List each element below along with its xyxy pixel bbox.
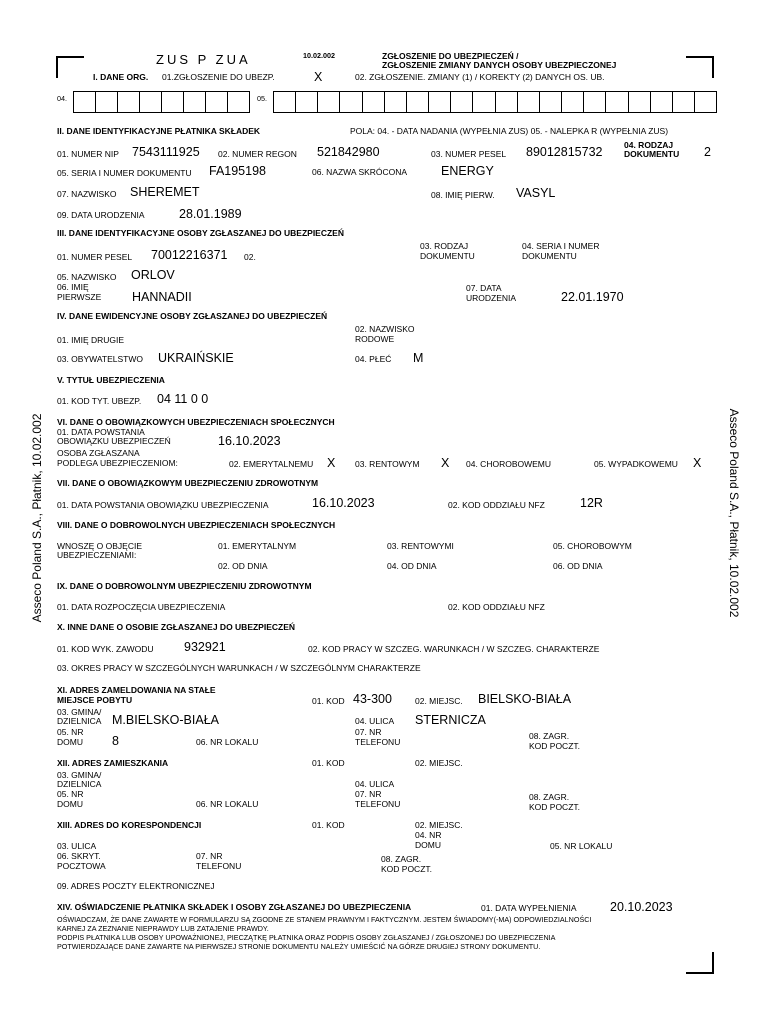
voluntary-from-3-label: 06. OD DNIA [553,561,603,571]
voluntary-sickness-label: 05. CHOROBOWYM [553,541,632,551]
section-11-title-1: XI. ADRES ZAMELDOWANIA NA STAŁE [57,685,216,695]
corr-house-label-2: DOMU [415,840,441,850]
payer-dob-value[interactable]: 28.01.1989 [179,207,242,221]
payer-doc-type-label-1: 04. RODZAJ [624,140,674,150]
corner-mark-top-right [686,56,714,78]
insured-field-02-label: 02. [244,252,256,262]
insured-pesel-value[interactable]: 70012216371 [151,248,228,262]
payer-doc-value[interactable]: FA195198 [209,164,266,178]
payer-first-name-label: 08. IMIĘ PIERW. [431,190,495,200]
voluntary-nfz-label: 02. KOD ODDZIAŁU NFZ [448,602,545,612]
reg-district-label-2: DZIELNICA [57,716,102,726]
section-11-title-2: MIEJSCE POBYTU [57,695,133,705]
sickness-insurance-label: 04. CHOROBOWEMU [466,459,552,469]
section-2-title: II. DANE IDENTYFIKACYJNE PŁATNIKA SKŁADEK [57,126,261,136]
payer-dob-label: 09. DATA URODZENIA [57,210,145,220]
section-4-title: IV. DANE EWIDENCYJNE OSOBY ZGŁASZANEJ DO UBEZPIECZEŃ [57,311,328,321]
corr-foreign-postal-label-2: KOD POCZT. [381,864,433,874]
voluntary-pension-label: 01. EMERYTALNYM [218,541,297,551]
section-9-title: IX. DANE O DOBROWOLNYM UBEZPIECZENIU ZDROWOTNYM [57,581,312,591]
subject-label-1: OSOBA ZGŁASZANA [57,448,140,458]
section-3-title: III. DANE IDENTYFIKACYJNE OSOBY ZGŁASZANEJ DO UBEZPIECZEŃ [57,228,344,238]
form-version: 10.02.002 [303,51,335,60]
pension-insurance-label: 02. EMERYTALNEMU [229,459,314,469]
reg-district-value[interactable]: M.BIELSKO-BIAŁA [112,713,219,727]
corr-foreign-postal-label-1: 08. ZAGR. [381,854,422,864]
field-04-boxes[interactable] [73,91,250,113]
reg-phone-label-2: TELEFONU [355,737,401,747]
res-postal-label: 01. KOD [312,758,345,768]
payer-short-name-label: 06. NAZWA SKRÓCONA [312,167,408,177]
corr-house-label-1: 04. NR [415,830,442,840]
reg-postal-value[interactable]: 43-300 [353,692,392,706]
payer-nip-label: 01. NUMER NIP [57,149,119,159]
reg-district-label-1: 03. GMINA/ [57,707,102,717]
res-district-label-1: 03. GMINA/ [57,770,102,780]
payer-doc-type-value[interactable]: 2 [704,145,711,159]
res-phone-label-2: TELEFONU [355,799,401,809]
corr-flat-label: 05. NR LOKALU [550,841,613,851]
res-city-label: 02. MIEJSC. [415,758,463,768]
insurance-code-value[interactable]: 04 11 0 0 [157,392,209,406]
family-name-label-1: 02. NAZWISKO [355,324,415,334]
payer-surname-label: 07. NAZWISKO [57,189,117,199]
fill-date-value[interactable]: 20.10.2023 [610,900,673,914]
corr-pobox-label-1: 06. SKRYT. [57,851,101,861]
sex-label: 04. PŁEĆ [355,354,392,364]
corr-email-label: 09. ADRES POCZTY ELEKTRONICZNEJ [57,881,215,891]
res-foreign-postal-label-2: KOD POCZT. [529,802,581,812]
voluntary-from-2-label: 04. OD DNIA [387,561,437,571]
special-work-period-label: 03. OKRES PRACY W SZCZEGÓLNYCH WARUNKACH / W SZCZEGÓLNYM CHARAKTERZE [57,663,421,673]
corner-mark-top-left [56,56,84,78]
form-code: ZUS P ZUA [156,52,251,67]
reg-street-label: 04. ULICA [355,716,395,726]
reg-house-value[interactable]: 8 [112,734,119,748]
health-date-label: 01. DATA POWSTANIA OBOWIĄZKU UBEZPIECZENIA [57,500,269,510]
corner-mark-bottom-right [686,952,714,974]
pension-insurance-mark[interactable]: X [327,456,336,470]
sex-value[interactable]: M [413,351,424,365]
res-house-label-2: DOMU [57,799,83,809]
res-phone-label-1: 07. NR [355,789,382,799]
citizenship-label: 03. OBYWATELSTWO [57,354,143,364]
insured-pesel-label: 01. NUMER PESEL [57,252,133,262]
res-flat-label: 06. NR LOKALU [196,799,259,809]
reg-street-value[interactable]: STERNICZA [415,713,486,727]
special-work-code-label: 02. KOD PRACY W SZCZEG. WARUNKACH / W SZCZEG. CHARAKTERZE [308,644,600,654]
corr-city-label: 02. MIEJSC. [415,820,463,830]
accident-insurance-label: 05. WYPADKOWEMU [594,459,678,469]
section-13-title: XIII. ADRES DO KORESPONDENCJI [57,820,202,830]
field-04-label: 04. [57,94,67,103]
voluntary-apply-label-1: WNOSZĘ O OBJĘCIE [57,541,143,551]
insured-doc-type-label-1: 03. RODZAJ [420,241,469,251]
corr-pobox-label-2: POCZTOWA [57,861,106,871]
accident-insurance-mark[interactable]: X [693,456,702,470]
section-5-title: V. TYTUŁ UBEZPIECZENIA [57,375,165,385]
res-foreign-postal-label-1: 08. ZAGR. [529,792,570,802]
nfz-code-value[interactable]: 12R [580,496,603,510]
insured-surname-label: 05. NAZWISKO [57,272,117,282]
section-10-title: X. INNE DANE O OSOBIE ZGŁASZANEJ DO UBEZPIECZEŃ [57,622,296,632]
section-14-title: XIV. OŚWIADCZENIE PŁATNIKA SKŁADEK I OSOBY ZGŁASZANEJ DO UBEZPIECZENIA [57,902,412,912]
reg-foreign-postal-label-1: 08. ZAGR. [529,731,570,741]
reg-flat-label: 06. NR LOKALU [196,737,259,747]
insured-doc-label-1: 04. SERIA I NUMER [522,241,600,251]
insurance-code-label: 01. KOD TYT. UBEZP. [57,396,142,406]
payer-regon-label: 02. NUMER REGON [218,149,297,159]
section-12-title: XII. ADRES ZAMIESZKANIA [57,758,169,768]
reg-house-label-2: DOMU [57,737,83,747]
reg-city-label: 02. MIEJSC. [415,696,463,706]
job-code-value[interactable]: 932921 [184,640,226,654]
voluntary-health-date-label: 01. DATA ROZPOCZĘCIA UBEZPIECZENIA [57,602,226,612]
section-6-title: VI. DANE O OBOWIĄZKOWYCH UBEZPIECZENIACH SPOŁECZNYCH [57,417,335,427]
insured-first-name-label-1: 06. IMIĘ [57,282,89,292]
payer-pesel-value[interactable]: 89012815732 [526,145,603,159]
org-option-registration: 01.ZGŁOSZENIE DO UBEZP. [162,72,275,82]
section-8-title: VIII. DANE O DOBROWOLNYCH UBEZPIECZENIACH SPOŁECZNYCH [57,520,336,530]
payer-regon-value[interactable]: 521842980 [317,145,380,159]
margin-text-right: Asseco Poland S.A., Płatnik, 10.02.002 [727,408,741,618]
insured-dob-label-1: 07. DATA [466,283,502,293]
reg-postal-label: 01. KOD [312,696,345,706]
insured-surname-value[interactable]: ORLOV [131,268,175,282]
field-05-label: 05. [257,94,267,103]
subject-label-2: PODLEGA UBEZPIECZENIOM: [57,458,178,468]
payer-doc-label: 05. SERIA I NUMER DOKUMENTU [57,168,192,178]
fill-date-label: 01. DATA WYPEŁNIENIA [481,903,577,913]
corr-phone-label-2: TELEFONU [196,861,242,871]
margin-text-left: Asseco Poland S.A., Płatnik, 10.02.002 [30,413,44,623]
disability-insurance-label: 03. RENTOWYM [355,459,420,469]
reg-city-value[interactable]: BIELSKO-BIAŁA [478,692,572,706]
payer-first-name-value[interactable]: VASYL [516,186,556,200]
mandatory-date-value[interactable]: 16.10.2023 [218,434,281,448]
insured-doc-label-2: DOKUMENTU [522,251,577,261]
org-option-change: 02. ZGŁOSZENIE. ZMIANY (1) / KOREKTY (2) DANYCH OS. UB. [355,72,605,82]
corr-postal-label: 01. KOD [312,820,345,830]
payer-doc-type-label-2: DOKUMENTU [624,149,680,159]
health-date-value[interactable]: 16.10.2023 [312,496,375,510]
citizenship-value[interactable]: UKRAIŃSKIE [158,351,234,365]
insured-first-name-value[interactable]: HANNADII [132,290,192,304]
insured-first-name-label-2: PIERWSZE [57,292,102,302]
nfz-code-label: 02. KOD ODDZIAŁU NFZ [448,500,545,510]
statement-line-2: KARNEJ ZA ZEZNANIE NIEPRAWDY LUB ZATAJENIE PRAWDY. [57,924,269,933]
payer-short-name-value[interactable]: ENERGY [441,164,494,178]
disability-insurance-mark[interactable]: X [441,456,450,470]
statement-line-3: PODPIS PŁATNIKA LUB OSOBY UPOWAŻNIONEJ, PIECZĄTKĘ PŁATNIKA ORAZ PODPIS OSOBY ZGŁASZANEJ / ZGŁOSZONEJ DO UBEZPIECZENIA [57,933,556,942]
section-7-title: VII. DANE O OBOWIĄZKOWYM UBEZPIECZENIU ZDROWOTNYM [57,478,319,488]
mandatory-date-label-1: 01. DATA POWSTANIA [57,427,145,437]
voluntary-disability-label: 03. RENTOWYMI [387,541,454,551]
reg-phone-label-1: 07. NR [355,727,382,737]
reg-foreign-postal-label-2: KOD POCZT. [529,741,581,751]
voluntary-apply-label-2: UBEZPIECZENIAMI: [57,550,137,560]
corr-street-label: 03. ULICA [57,841,97,851]
statement-line-4: POTWIERDZAJĄCE DANE ZAWARTE NA PIERWSZEJ STRONIE DOKUMENTU NALEŻY UMIEŚCIĆ NA GÓRZE DRUGIEJ STRONY DOKUMENTU. [57,942,541,951]
statement-line-1: OŚWIADCZAM, ŻE DANE ZAWARTE W FORMULARZU SĄ ZGODNE ZE STANEM PRAWNYM I FAKTYCZNYM. JESTEM ŚWIADOMY(-MA) ODPOWIEDZIALNOŚCI [57,915,592,924]
section-2-note: POLA: 04. - DATA NADANIA (WYPEŁNIA ZUS) 05. - NALEPKA R (WYPEŁNIA ZUS) [350,126,669,136]
payer-surname-value[interactable]: SHEREMET [130,185,200,199]
payer-nip-value[interactable]: 7543111925 [132,145,200,159]
reg-house-label-1: 05. NR [57,727,84,737]
voluntary-from-1-label: 02. OD DNIA [218,561,268,571]
insured-dob-value[interactable]: 22.01.1970 [561,290,624,304]
insured-dob-label-2: URODZENIA [466,293,517,303]
section-1-title: I. DANE ORG. [93,72,149,82]
second-name-label: 01. IMIĘ DRUGIE [57,335,125,345]
res-district-label-2: DZIELNICA [57,779,102,789]
form-title-line1: ZGŁOSZENIE DO UBEZPIECZEŃ / [382,51,519,61]
corr-phone-label-1: 07. NR [196,851,223,861]
job-code-label: 01. KOD WYK. ZAWODU [57,644,154,654]
insured-doc-type-label-2: DOKUMENTU [420,251,475,261]
field-05-boxes[interactable] [273,91,717,113]
payer-pesel-label: 03. NUMER PESEL [431,149,507,159]
form-title-line2: ZGŁOSZENIE ZMIANY DANYCH OSOBY UBEZPIECZONEJ [382,60,617,70]
res-street-label: 04. ULICA [355,779,395,789]
family-name-label-2: RODOWE [355,334,395,344]
mandatory-date-label-2: OBOWIĄZKU UBEZPIECZEŃ [57,436,171,446]
org-option-registration-mark[interactable]: X [314,70,323,84]
res-house-label-1: 05. NR [57,789,84,799]
